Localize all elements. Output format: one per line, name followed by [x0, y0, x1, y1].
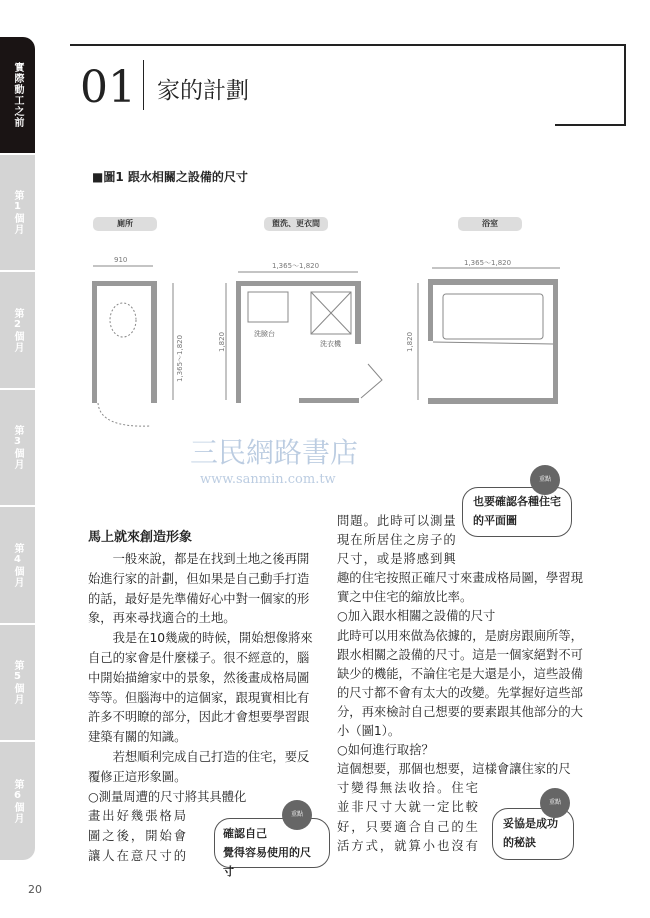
room-label-bathroom: 浴室 — [458, 217, 522, 231]
tab-label: 第5個月 — [12, 660, 23, 705]
text-line: 好，只要適合自己的生 — [337, 819, 480, 834]
side-tab-month-4[interactable] — [0, 507, 35, 623]
toilet-depth-dim: 1,365～1,820 — [176, 334, 184, 382]
key-point-badge: 重點 — [282, 800, 312, 830]
text-line: 圖之後，開始會 — [88, 829, 189, 844]
bathroom-width-dim: 1,365～1,820 — [464, 259, 512, 267]
side-tab-month-5[interactable] — [0, 625, 35, 740]
paragraph: 此時可以用來做為依據的，是廚房跟廁所等，跟水相關之設備的尺寸。這是一個家絕對不可缺少的機能，不論住宅是大還是小，這些設備的尺寸都不會有太大的改變。先掌握好這些部分，再來檢討自己想要的要素跟其他部分的大小（圖1）。 — [337, 628, 583, 739]
tab-label: 第4個月 — [12, 542, 23, 588]
text-line: 寸變得無法收拾。住宅 — [337, 781, 480, 796]
tab-label: 第2個月 — [12, 307, 23, 353]
text-line: 活方式，就算小也沒有 — [337, 838, 480, 853]
floor-plan-diagrams — [0, 0, 650, 430]
subheading: ○測量周遭的尺寸將其具體化 — [88, 789, 247, 804]
text-line: 尺寸，或是將感到興 — [337, 552, 457, 567]
bathroom-depth-dim: 1,820 — [406, 331, 414, 352]
callout-text: 覺得容易使用的尺寸 — [223, 846, 311, 878]
callout-bubble — [214, 818, 330, 878]
chapter-title: 家的計劃 — [157, 78, 249, 104]
callout-text: 確認自己 — [223, 827, 267, 840]
subheading: ○如何進行取捨？ — [337, 743, 434, 758]
washroom-depth-dim: 1,820 — [218, 331, 226, 352]
room-label-washroom: 盥洗、更衣間 — [264, 217, 328, 231]
tab-label: 實際動工之前 — [12, 62, 23, 128]
tab-label: 第6個月 — [12, 778, 23, 824]
key-point-badge: 重點 — [540, 788, 570, 818]
text-line: 問題。此時可以測量 — [337, 514, 457, 528]
tab-label: 第1個月 — [12, 190, 23, 235]
tab-label: 第3個月 — [12, 425, 23, 470]
figure-title: ■圖1 跟水相關之設備的尺寸 — [92, 170, 248, 184]
text-line: 現在所居住之房子的 — [337, 533, 457, 548]
bathroom-plan — [418, 268, 560, 404]
toilet-width-dim: 910 — [114, 256, 128, 264]
washbasin-label: 洗臉台 — [254, 330, 275, 338]
key-point-badge: 重點 — [530, 465, 560, 495]
side-tab-month-6[interactable] — [0, 742, 35, 860]
paragraph: 若想順利完成自己打造的住宅，要反覆修正這形象圖。 — [88, 749, 310, 784]
washroom-plan — [226, 272, 382, 403]
callout-text: 的平面圖 — [473, 514, 517, 527]
watermark-url: www.sanmin.com.tw — [200, 472, 336, 487]
text-line: 並非尺寸大就一定比較 — [337, 800, 480, 815]
toilet-plan — [92, 266, 173, 426]
text-line: 畫出好幾張格局 — [88, 809, 189, 824]
callout-bubble — [462, 487, 572, 537]
subheading: ○加入跟水相關之設備的尺寸 — [337, 609, 496, 624]
paragraph: 我是在10幾歲的時候，開始想像將來自己的家會是什麼樣子。很不經意的，腦中開始描繪家中的景象，然後畫成格局圖等等。但腦海中的這個家，跟現實相比有許多不明瞭的部分，因此才會想要學習跟建築有關的知識。 — [88, 631, 313, 745]
text-line: 讓人在意尺寸的 — [88, 848, 189, 863]
section-title: 馬上就來創造形象 — [88, 530, 193, 545]
paragraph: 趣的住宅按照正確尺寸來畫成格局圖，學習現實之中住宅的縮放比率。 — [337, 571, 583, 605]
callout-text: 妥協是成功 — [503, 817, 558, 830]
washroom-width-dim: 1,365～1,820 — [272, 262, 320, 270]
chapter-number: 01 — [80, 62, 136, 113]
paragraph: 一般來說，都是在找到土地之後再開始進行家的計劃，但如果是自己動手打造的話，最好是先準備好心中對一個家的形象，再來尋找適合的土地。 — [88, 552, 310, 626]
page-number: 20 — [28, 883, 42, 896]
callout-text: 的秘訣 — [503, 836, 536, 849]
washing-machine-label: 洗衣機 — [320, 340, 341, 348]
watermark: 三民網路書店 — [190, 436, 359, 469]
room-label-toilet: 廁所 — [93, 217, 157, 231]
text-line: 這個想要，那個也想要，這樣會讓住家的尺 — [337, 762, 571, 777]
callout-text: 也要確認各種住宅 — [473, 495, 561, 508]
